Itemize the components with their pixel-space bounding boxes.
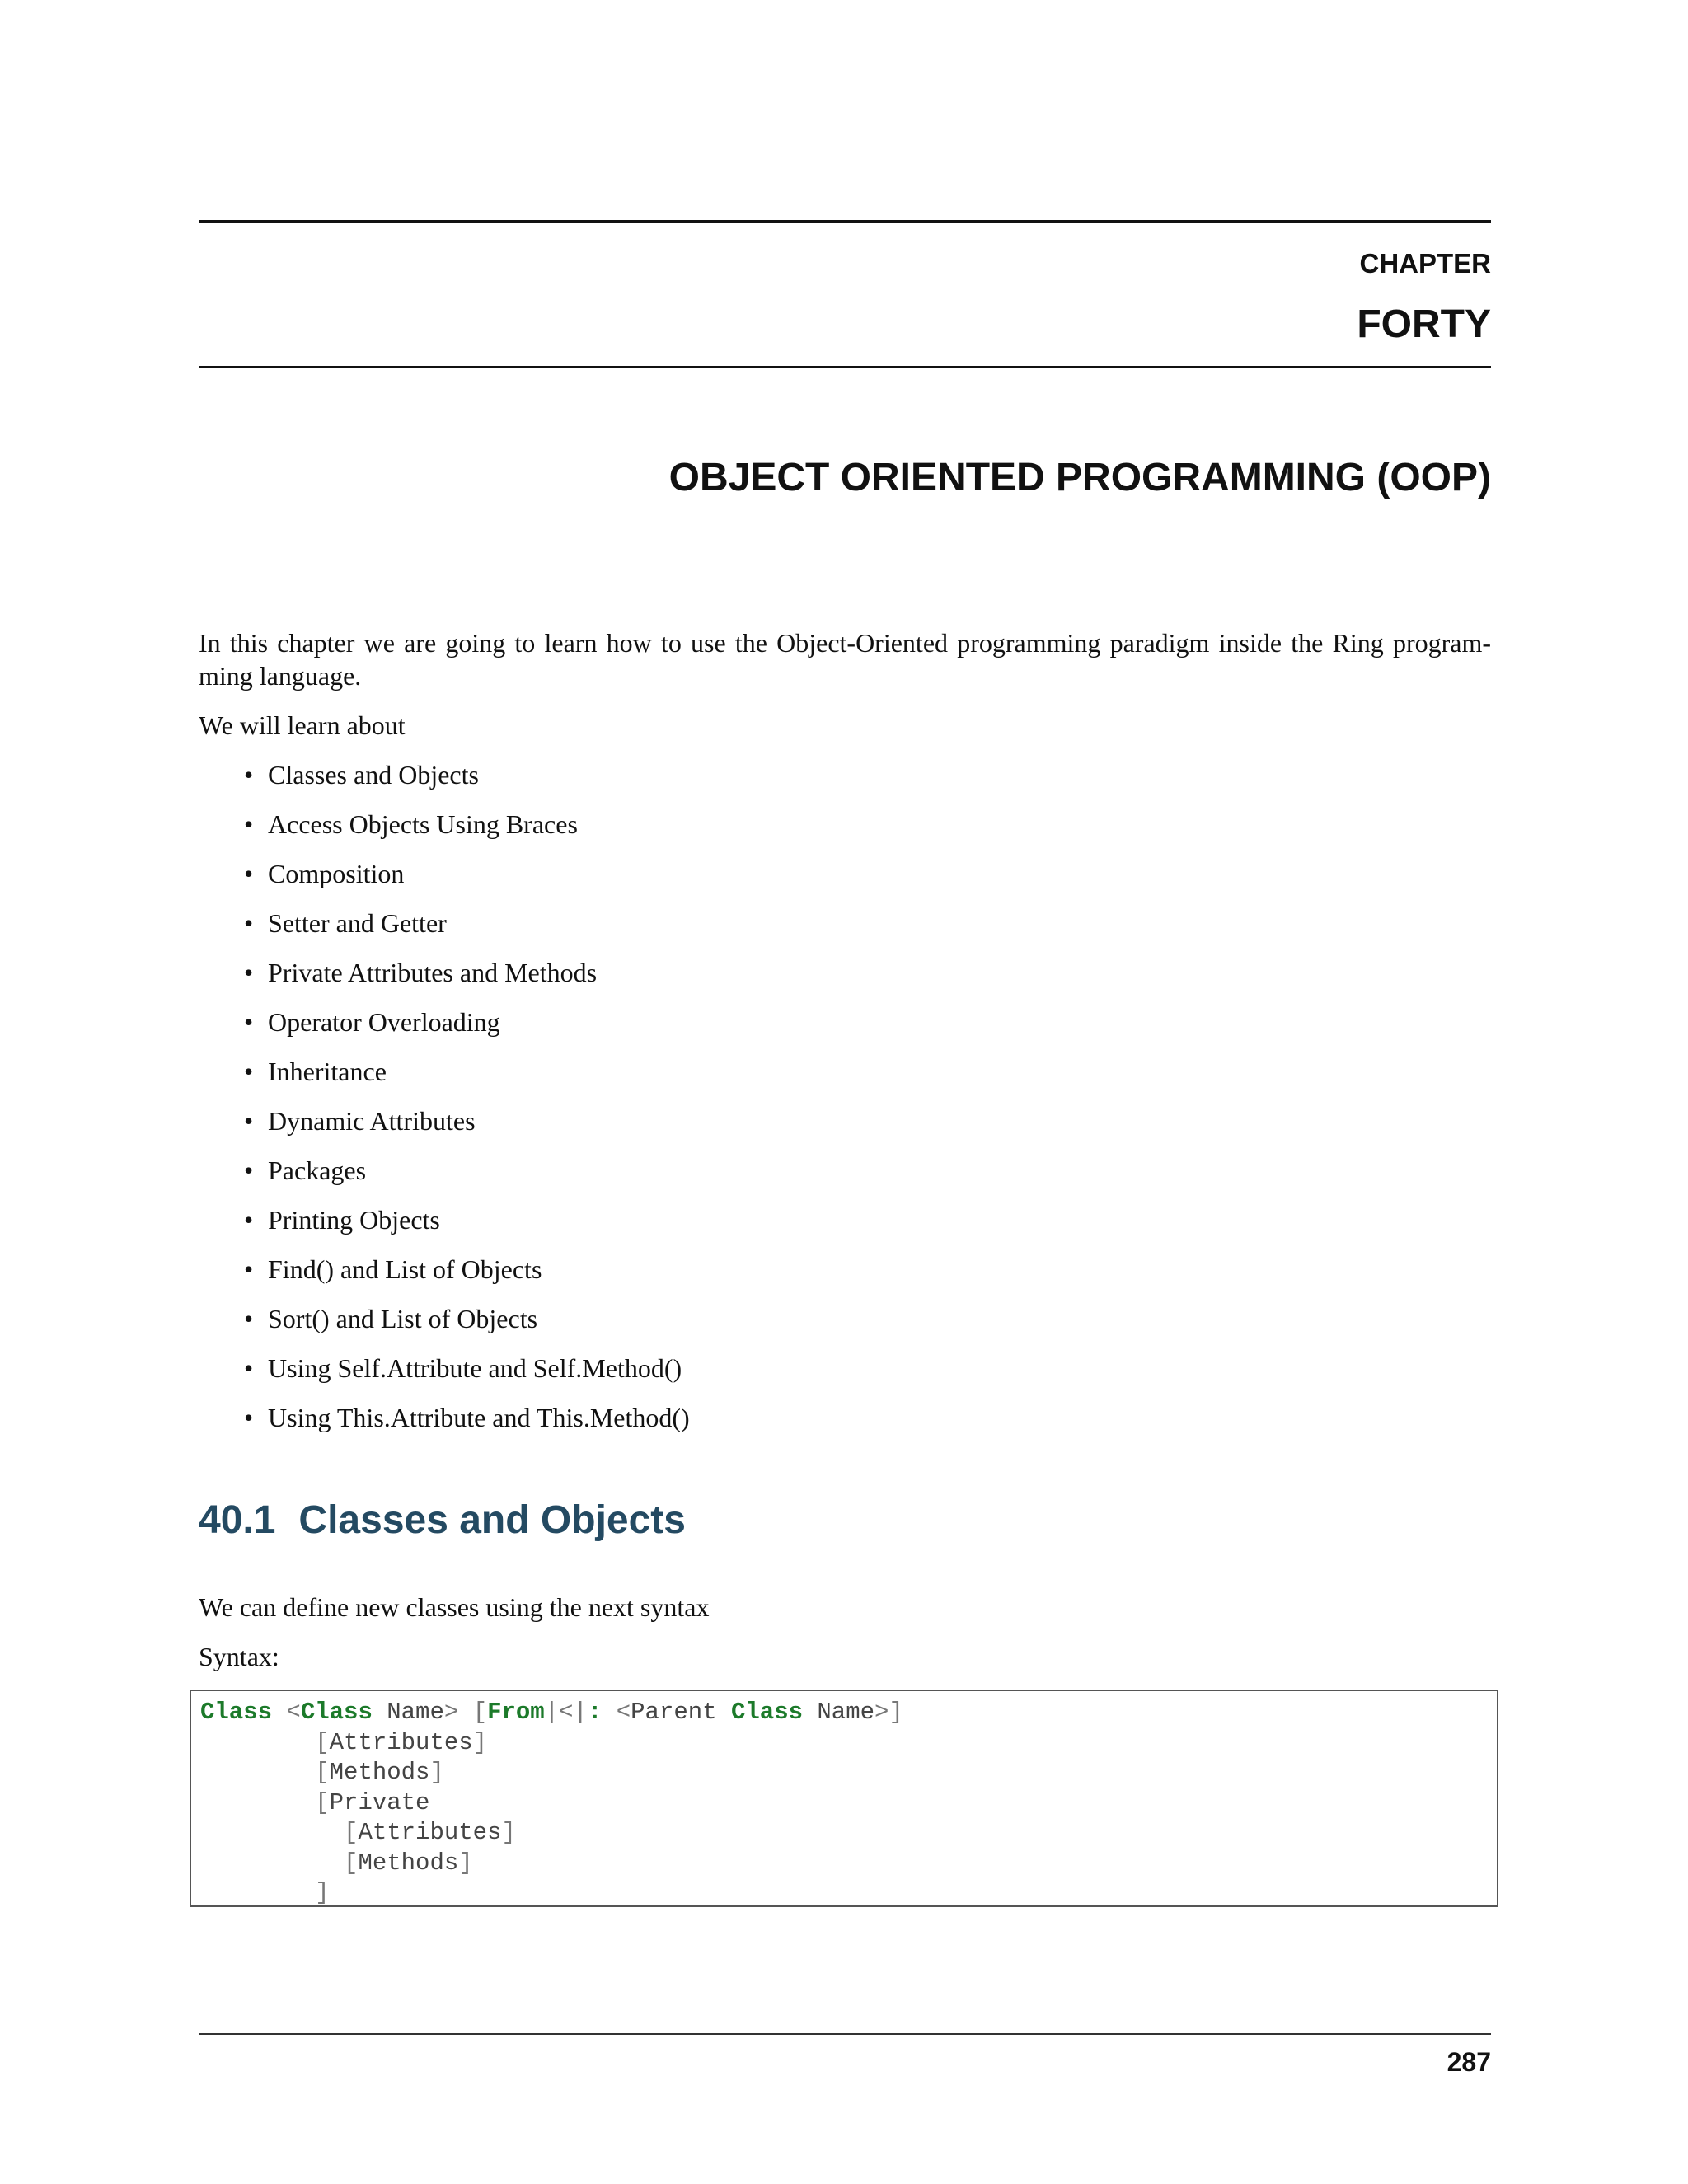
bullet-icon: • bbox=[244, 958, 254, 987]
list-item bbox=[199, 956, 690, 1005]
code-listing: Class <Class Name> [From|<|: <Parent Class Name>] [Attributes] [Methods] [Private [Attributes] [Methods] ] bbox=[200, 1699, 903, 1906]
topic-label: Operator Overloading bbox=[268, 1007, 500, 1037]
code-block bbox=[190, 1690, 1498, 1907]
list-item bbox=[199, 1352, 690, 1401]
intro-paragraph: In this chapter we are going to learn how to use the Object-Oriented programming paradigm inside the Ring program- ming language. bbox=[199, 628, 1491, 691]
section-heading bbox=[199, 1496, 686, 1545]
syntax-label: Syntax: bbox=[199, 1642, 279, 1671]
list-item bbox=[199, 1253, 690, 1302]
topic-label: Classes and Objects bbox=[268, 760, 479, 790]
topic-label: Sort() and List of Objects bbox=[268, 1304, 538, 1333]
chapter-top-rule bbox=[199, 220, 1491, 223]
topic-label: Inheritance bbox=[268, 1057, 387, 1086]
bullet-icon: • bbox=[244, 1353, 254, 1383]
bullet-icon: • bbox=[244, 1205, 254, 1235]
page-number: 287 bbox=[1447, 2047, 1491, 2077]
list-item bbox=[199, 1055, 690, 1104]
topic-label: Using Self.Attribute and Self.Method() bbox=[268, 1353, 682, 1383]
list-item bbox=[199, 857, 690, 907]
list-item bbox=[199, 1401, 690, 1451]
bullet-icon: • bbox=[244, 809, 254, 839]
chapter-number: FORTY bbox=[1357, 302, 1491, 346]
bullet-icon: • bbox=[244, 1304, 254, 1333]
bullet-icon: • bbox=[244, 1403, 254, 1432]
section-number: 40.1 bbox=[199, 1498, 276, 1542]
section-paragraph: We can define new classes using the next syntax bbox=[199, 1592, 710, 1622]
list-item bbox=[199, 808, 690, 857]
section-title: Classes and Objects bbox=[298, 1498, 686, 1542]
topic-label: Find() and List of Objects bbox=[268, 1254, 542, 1284]
code-keyword: Class bbox=[200, 1699, 273, 1726]
footer-rule bbox=[199, 2033, 1491, 2035]
bullet-icon: • bbox=[244, 1007, 254, 1037]
chapter-label: CHAPTER bbox=[1359, 248, 1491, 279]
list-item bbox=[199, 1104, 690, 1154]
bullet-icon: • bbox=[244, 1254, 254, 1284]
bullet-icon: • bbox=[244, 908, 254, 938]
topic-label: Composition bbox=[268, 859, 405, 888]
bullet-icon: • bbox=[244, 1155, 254, 1185]
topic-list bbox=[199, 758, 690, 1451]
list-item bbox=[199, 1154, 690, 1203]
code-keyword: From bbox=[487, 1699, 545, 1726]
topic-label: Packages bbox=[268, 1155, 367, 1185]
bullet-icon: • bbox=[244, 1106, 254, 1136]
code-keyword: Class bbox=[300, 1699, 373, 1726]
list-item bbox=[199, 907, 690, 956]
topic-label: Dynamic Attributes bbox=[268, 1106, 476, 1136]
bullet-icon: • bbox=[244, 760, 254, 790]
topic-label: Setter and Getter bbox=[268, 908, 447, 938]
list-item bbox=[199, 1005, 690, 1055]
learn-about-text: We will learn about bbox=[199, 710, 406, 740]
chapter-title: OBJECT ORIENTED PROGRAMMING (OOP) bbox=[668, 456, 1491, 499]
list-item bbox=[199, 1302, 690, 1352]
bullet-icon: • bbox=[244, 1057, 254, 1086]
bullet-icon: • bbox=[244, 859, 254, 888]
list-item bbox=[199, 758, 690, 808]
chapter-bottom-rule bbox=[199, 366, 1491, 368]
list-item bbox=[199, 1203, 690, 1253]
topic-label: Access Objects Using Braces bbox=[268, 809, 578, 839]
topic-label: Printing Objects bbox=[268, 1205, 440, 1235]
topic-label: Private Attributes and Methods bbox=[268, 958, 598, 987]
code-keyword: Class bbox=[730, 1699, 803, 1726]
topic-label: Using This.Attribute and This.Method() bbox=[268, 1403, 690, 1432]
